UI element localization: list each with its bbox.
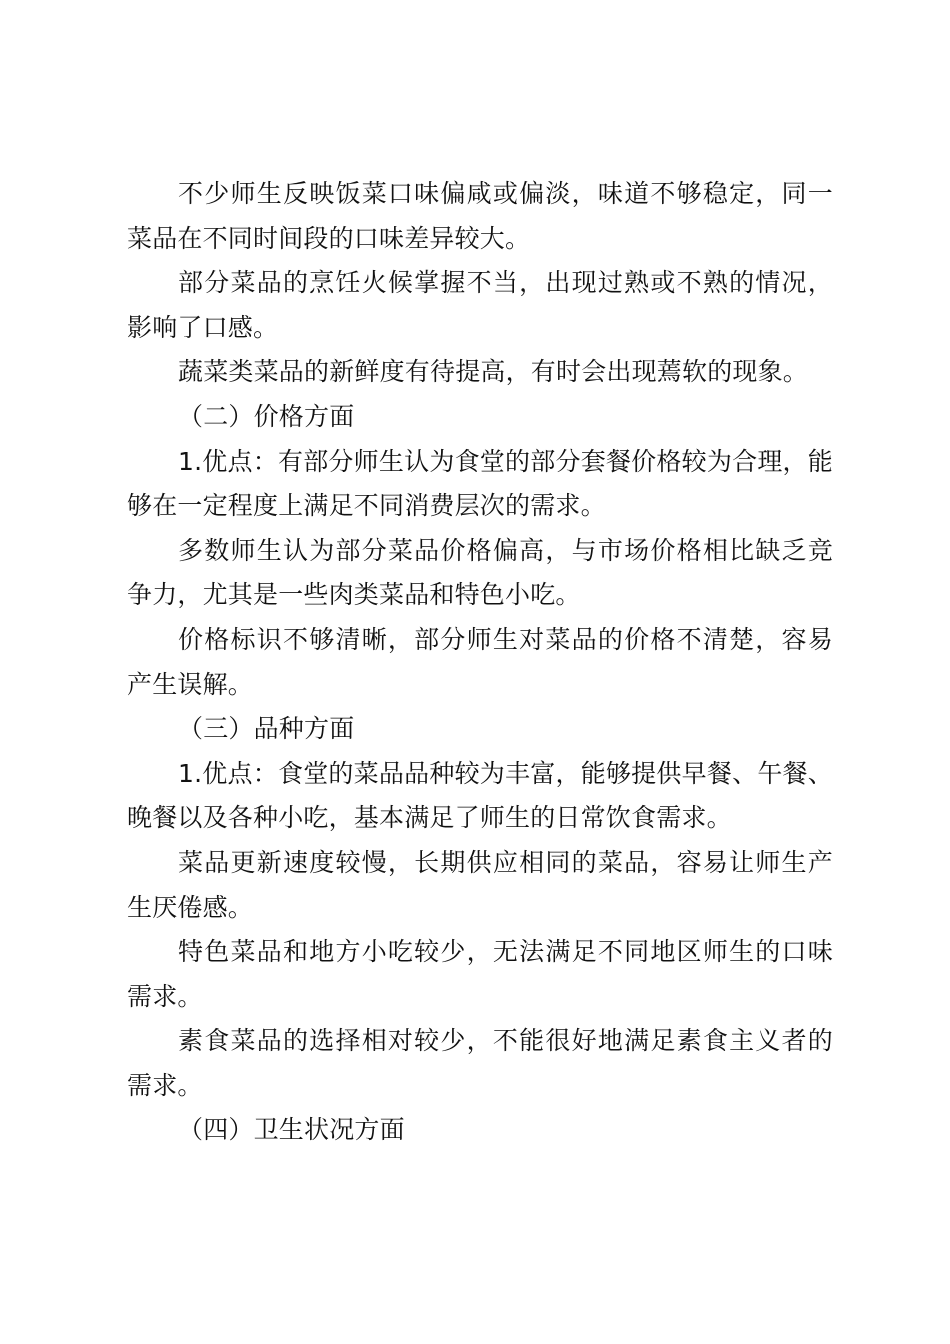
section-heading-variety: （三）品种方面 [178,714,355,744]
document-body [127,172,833,1153]
section-heading-hygiene: （四）卫生状况方面 [178,1115,405,1145]
paragraph-taste-stability: 不少师生反映饭菜口味偏咸或偏淡，味道不够稳定，同一菜品在不同时间段的口味差异较大。 [127,179,833,253]
section-heading-price: （二）价格方面 [178,401,355,431]
paragraph-cooking-heat: 部分菜品的烹饪火候掌握不当，出现过熟或不熟的情况，影响了口感。 [127,268,833,342]
paragraph-variety-advantage: 1.优点：食堂的菜品品种较为丰富，能够提供早餐、午餐、晚餐以及各种小吃，基本满足了师生的日常饮食需求。 [127,758,833,833]
paragraph-price-advantage: 1.优点：有部分师生认为食堂的部分套餐价格较为合理，能够在一定程度上满足不同消费层次的需求。 [127,446,833,521]
paragraph-vegetarian: 素食菜品的选择相对较少，不能很好地满足素食主义者的需求。 [127,1026,833,1100]
paragraph-vegetable-freshness: 蔬菜类菜品的新鲜度有待提高，有时会出现蔫软的现象。 [178,357,809,387]
paragraph-menu-update: 菜品更新速度较慢，长期供应相同的菜品，容易让师生产生厌倦感。 [127,847,833,922]
paragraph-price-high: 多数师生认为部分菜品价格偏高，与市场价格相比缺乏竞争力，尤其是一些肉类菜品和特色小吃。 [127,535,833,610]
paragraph-local-snacks: 特色菜品和地方小吃较少，无法满足不同地区师生的口味需求。 [127,937,833,1011]
paragraph-price-label: 价格标识不够清晰，部分师生对菜品的价格不清楚，容易产生误解。 [127,624,833,699]
